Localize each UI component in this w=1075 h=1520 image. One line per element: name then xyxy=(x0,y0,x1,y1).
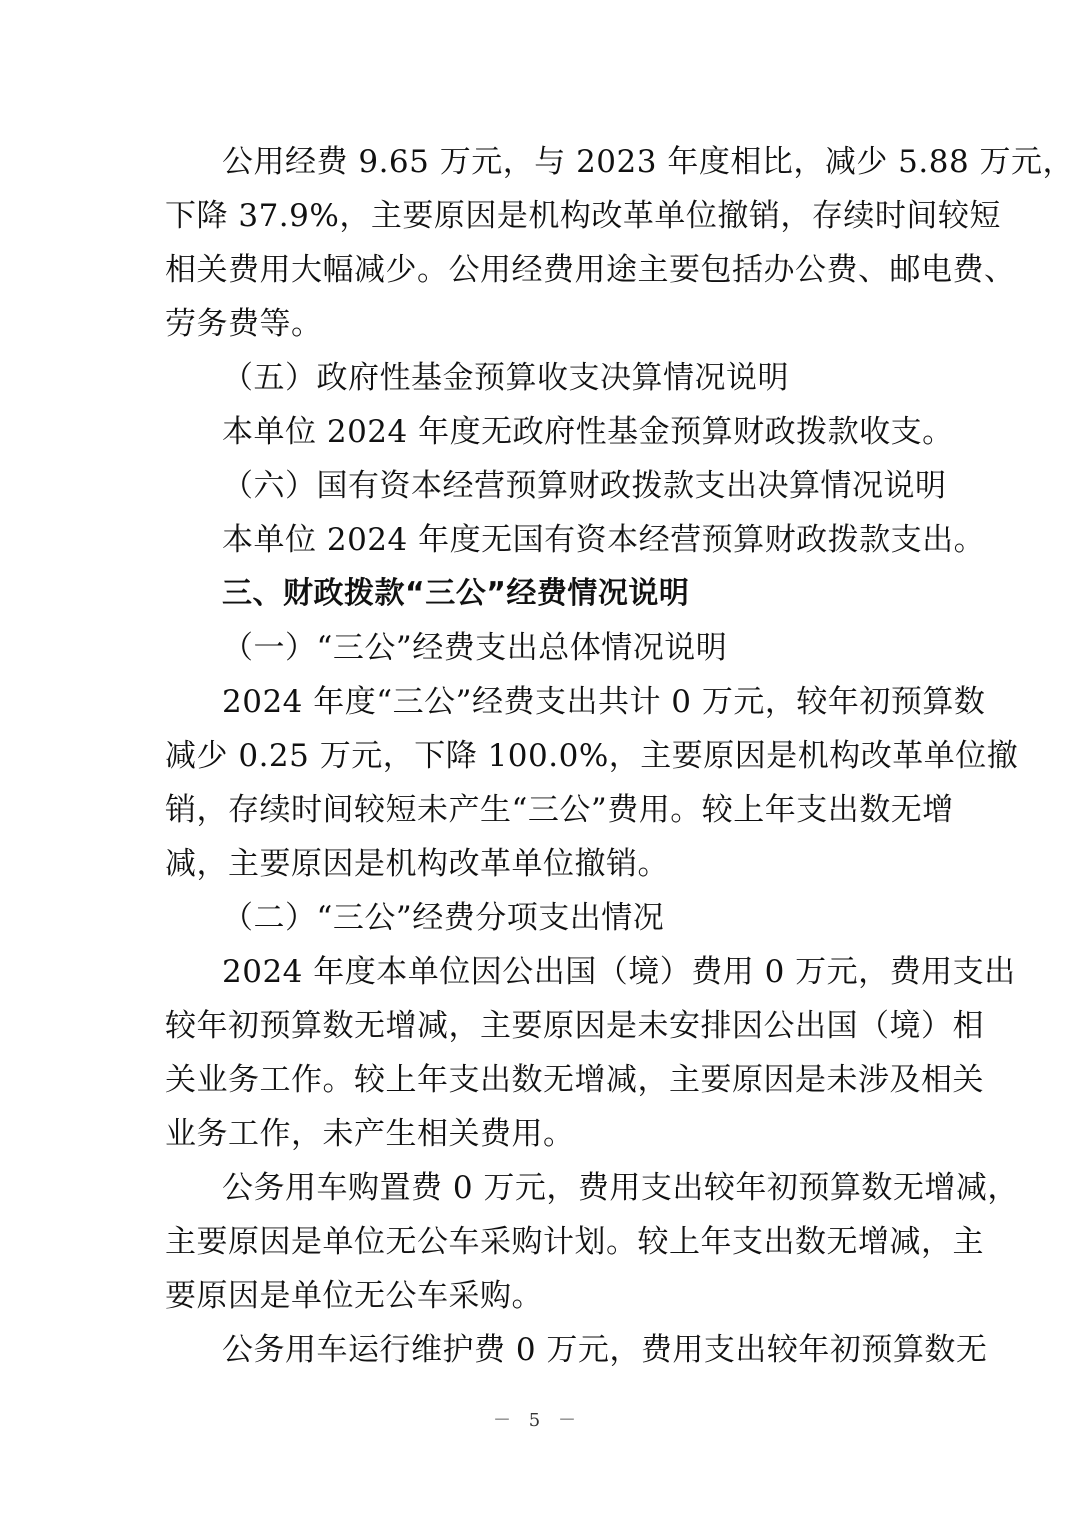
paragraph-line: 公务用车运行维护费 0 万元，费用支出较年初预算数无 xyxy=(222,1332,988,1368)
paragraph-line: 公用经费 9.65 万元，与 2023 年度相比，减少 5.88 万元， xyxy=(222,144,1075,180)
paragraph-line: 劳务费等。 xyxy=(165,306,323,342)
section-heading: （六）国有资本经营预算财政拨款支出决算情况说明 xyxy=(222,468,947,504)
paragraph-line: 较年初预算数无增减，主要原因是未安排因公出国（境）相 xyxy=(165,1008,984,1044)
paragraph-line: 公务用车购置费 0 万元，费用支出较年初预算数无增减， xyxy=(222,1170,1019,1206)
paragraph-line: 本单位 2024 年度无政府性基金预算财政拨款收支。 xyxy=(222,414,954,450)
paragraph-line: 2024 年度“三公”经费支出共计 0 万元，较年初预算数 xyxy=(222,684,986,720)
paragraph-line: 销，存续时间较短未产生“三公”费用。较上年支出数无增 xyxy=(165,792,954,828)
paragraph-line: 主要原因是单位无公车采购计划。较上年支出数无增减，主 xyxy=(165,1224,984,1260)
paragraph-line: 减少 0.25 万元，下降 100.0%，主要原因是机构改革单位撤 xyxy=(165,738,1019,774)
paragraph-line: 下降 37.9%，主要原因是机构改革单位撤销，存续时间较短 xyxy=(165,198,1001,234)
paragraph-line: 关业务工作。较上年支出数无增减，主要原因是未涉及相关 xyxy=(165,1062,984,1098)
chapter-heading: 三、财政拨款“三公”经费情况说明 xyxy=(222,576,690,611)
paragraph-line: 业务工作，未产生相关费用。 xyxy=(165,1116,575,1152)
section-heading: （五）政府性基金预算收支决算情况说明 xyxy=(222,360,789,396)
section-heading: （二）“三公”经费分项支出情况 xyxy=(222,900,665,936)
paragraph-line: 本单位 2024 年度无国有资本经营预算财政拨款支出。 xyxy=(222,522,986,558)
paragraph-line: 相关费用大幅减少。公用经费用途主要包括办公费、邮电费、 xyxy=(165,252,1016,288)
page-number: － 5 － xyxy=(493,1410,582,1431)
paragraph-line: 2024 年度本单位因公出国（境）费用 0 万元，费用支出 xyxy=(222,954,1016,990)
section-heading: （一）“三公”经费支出总体情况说明 xyxy=(222,630,728,666)
paragraph-line: 减，主要原因是机构改革单位撤销。 xyxy=(165,846,669,882)
paragraph-line: 要原因是单位无公车采购。 xyxy=(165,1278,543,1314)
